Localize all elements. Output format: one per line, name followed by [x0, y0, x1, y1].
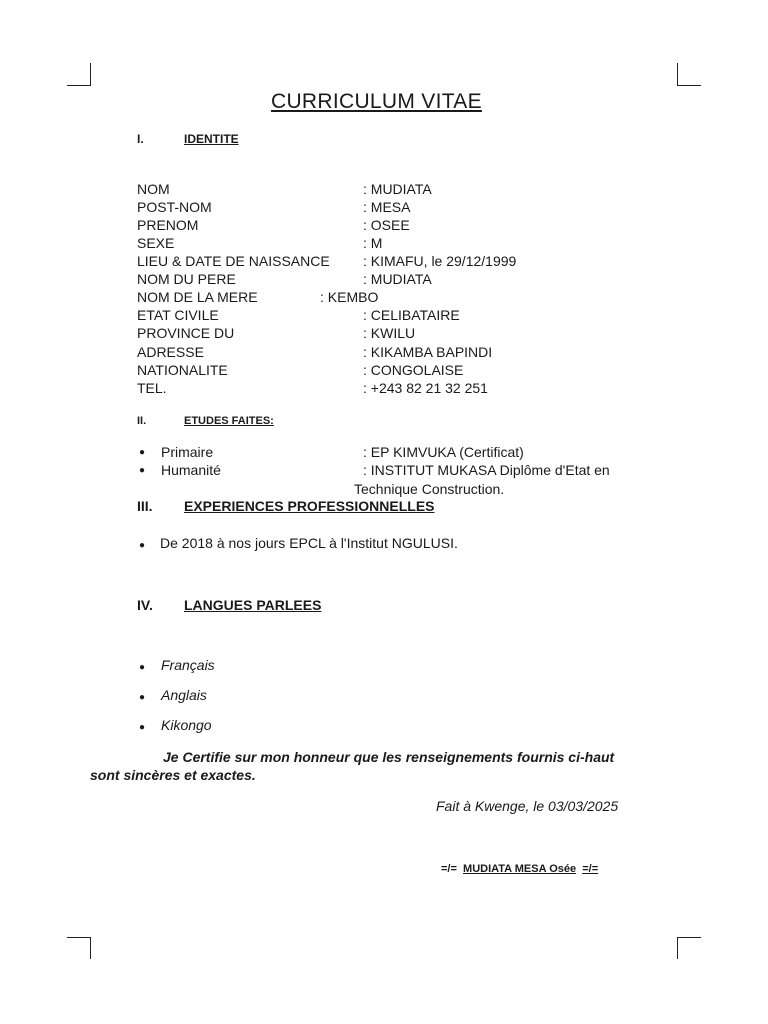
field-value: : MESA [363, 199, 411, 215]
document-title: CURRICULUM VITAE [271, 90, 482, 113]
crop-mark-top-left [67, 85, 91, 86]
field-label: LIEU & DATE DE NAISSANCE [137, 253, 330, 269]
section-heading-etudes: ETUDES FAITES: [184, 415, 274, 427]
field-value: : MUDIATA [363, 271, 432, 287]
field-row [137, 234, 382, 252]
field-label: PRENOM [137, 217, 199, 233]
field-value: : KEMBO [320, 289, 379, 305]
field-label: ETAT CIVILE [137, 307, 219, 323]
field-row [137, 288, 378, 306]
crop-mark-top-right [677, 85, 701, 86]
section-number: II. [137, 415, 147, 427]
signature-name: MUDIATA MESA Osée [463, 863, 577, 875]
field-row [137, 306, 460, 324]
certification-line: Je Certifie sur mon honneur que les renseignements fournis ci-haut [163, 749, 615, 765]
bullet-icon: ● [139, 465, 146, 476]
list-item [161, 443, 524, 461]
list-item: Kikongo [161, 717, 212, 733]
certification-line: sont sincères et exactes. [90, 767, 256, 783]
crop-mark-top-right [677, 63, 678, 85]
crop-mark-top-left [90, 63, 91, 85]
field-value: : +243 82 21 32 251 [363, 380, 488, 396]
section-number: IV. [137, 597, 153, 613]
field-label: NOM DE LA MERE [137, 289, 258, 305]
field-row [137, 198, 410, 216]
field-label: NOM [137, 181, 170, 197]
field-row [137, 379, 488, 397]
bullet-icon: ● [139, 722, 146, 733]
field-label: POST-NOM [137, 199, 212, 215]
list-item [161, 461, 610, 479]
field-row [137, 361, 463, 379]
field-row [137, 343, 492, 361]
crop-mark-bottom-right [677, 937, 701, 938]
bullet-icon: ● [139, 540, 146, 551]
list-item: Anglais [161, 687, 207, 703]
field-label: SEXE [137, 235, 175, 251]
field-label: ADRESSE [137, 344, 204, 360]
signature [441, 863, 598, 875]
study-value: : EP KIMVUKA (Certificat) [363, 444, 524, 460]
crop-mark-bottom-left [67, 937, 91, 938]
list-item: Français [161, 657, 215, 673]
section-number: I. [137, 132, 144, 146]
field-row [137, 180, 432, 198]
study-label: Primaire [161, 444, 214, 460]
field-value: : MUDIATA [363, 181, 432, 197]
bullet-icon: ● [139, 662, 146, 673]
bullet-icon: ● [139, 692, 146, 703]
field-row [137, 324, 415, 342]
signature-prefix: =/= [441, 863, 457, 875]
list-item: De 2018 à nos jours EPCL à l'Institut NGULUSI. [160, 535, 458, 551]
crop-mark-bottom-right [677, 937, 678, 959]
field-label: TEL. [137, 380, 167, 396]
field-row [137, 252, 516, 270]
field-label: NATIONALITE [137, 362, 228, 378]
study-value: : INSTITUT MUKASA Diplôme d'Etat en [363, 462, 610, 478]
study-continuation: Technique Construction. [354, 481, 505, 497]
study-label: Humanité [161, 462, 221, 478]
field-value: : KIKAMBA BAPINDI [363, 344, 493, 360]
place-date: Fait à Kwenge, le 03/03/2025 [436, 798, 619, 814]
field-label: PROVINCE DU [137, 325, 235, 341]
section-heading-experiences: EXPERIENCES PROFESSIONNELLES [184, 498, 435, 514]
crop-mark-bottom-left [90, 937, 91, 959]
signature-suffix: =/= [582, 863, 599, 875]
field-label: NOM DU PERE [137, 271, 236, 287]
field-value: : OSEE [363, 217, 410, 233]
section-number: III. [137, 498, 153, 514]
field-value: : KWILU [363, 325, 416, 341]
bullet-icon: ● [139, 447, 146, 458]
field-value: : CONGOLAISE [363, 362, 464, 378]
section-heading-identite: IDENTITE [184, 132, 239, 146]
field-value: : M [363, 235, 383, 251]
section-heading-langues: LANGUES PARLEES [184, 597, 322, 613]
field-row [137, 216, 410, 234]
field-row [137, 270, 432, 288]
field-value: : CELIBATAIRE [363, 307, 460, 323]
field-value: : KIMAFU, le 29/12/1999 [363, 253, 517, 269]
